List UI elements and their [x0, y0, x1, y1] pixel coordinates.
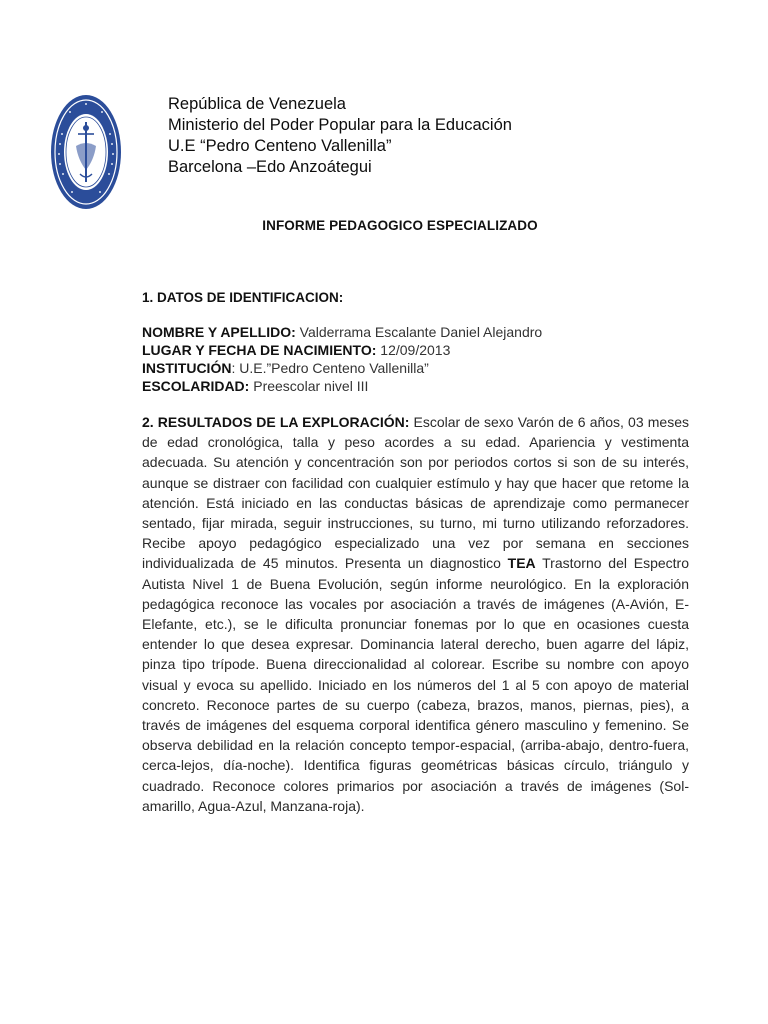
section-2-text-before: Escolar de sexo Varón de 6 años, 03 meses de edad cronológica, talla y peso acordes a su edad. Apariencia y vestimenta adecuada. Su atención y concentración son por periodos cortos si son de su interés, aunque se distraer con facilidad con cualquier estímulo y hay que hacer que retome la atención. Está iniciado en las conductas básicas de aprendizaje como permanecer sentado, fijar mirada, seguir instrucciones, su turno, mi turno utilizando reforzadores. Recibe apoyo pedagógico especializado una vez por semana en secciones individualizada de 45 minutos. Presenta un diagnostico — [142, 414, 689, 572]
field-name-value: Valderrama Escalante Daniel Alejandro — [295, 324, 543, 340]
field-name — [142, 323, 542, 341]
section-1-heading: 1. DATOS DE IDENTIFICACION: — [142, 290, 344, 305]
field-birth-label: LUGAR Y FECHA DE NACIMIENTO: — [142, 342, 377, 358]
section-2-paragraph — [142, 412, 689, 816]
field-institution — [142, 359, 542, 377]
field-birth — [142, 341, 542, 359]
document-title: INFORME PEDAGOGICO ESPECIALIZADO — [262, 218, 538, 233]
identification-fields — [142, 323, 542, 395]
field-schooling-label: ESCOLARIDAD: — [142, 378, 250, 394]
field-institution-label: INSTITUCIÓN — [142, 360, 232, 376]
section-2-heading: 2. RESULTADOS DE LA EXPLORACIÓN: — [142, 414, 410, 430]
field-name-label: NOMBRE Y APELLIDO: — [142, 324, 296, 340]
letterhead — [168, 94, 512, 178]
header-ministry: Ministerio del Poder Popular para la Educación — [168, 116, 512, 134]
field-institution-value: : U.E.”Pedro Centeno Vallenilla” — [231, 360, 429, 376]
section-2-text-after: Trastorno del Espectro Autista Nivel 1 de Buena Evolución, según informe neurológico. En la exploración pedagógica reconoce las vocales por asociación a través de imágenes (A-Avión, E-Elefante, etc.), se le dificulta pronunciar fonemas por lo que en ocasiones cuesta entender lo que desea expresar. Dominancia lateral derecho, buen agarre del lápiz, pinza tipo trípode. Buena direccionalidad al colorear. Escribe su nombre con apoyo visual y evoca su apellido. Iniciado en los números del 1 al 5 con apoyo de material concreto. Reconoce partes de su cuerpo (cabeza, brazos, manos, piernas, pies), a través de imágenes del esquema corporal identifica género masculino y femenino. Se observa debilidad en la relación concepto tempor-espacial, (arriba-abajo, dentro-fuera, cerca-lejos, día-noche). Identifica figuras geométricas básicas círculo, triángulo y cuadrado. Reconoce colores primarios por asociación a través de imágenes (Sol-amarillo, Agua-Azul, Manzana-roja). — [142, 555, 689, 814]
field-schooling-value: Preescolar nivel III — [249, 378, 369, 394]
field-birth-value: 12/09/2013 — [376, 342, 451, 358]
diagnosis-highlight: TEA — [507, 555, 536, 572]
field-schooling — [142, 377, 542, 395]
header-country: República de Venezuela — [168, 95, 346, 113]
school-seal-icon — [50, 94, 122, 210]
header-location: Barcelona –Edo Anzoátegui — [168, 158, 372, 176]
header-school: U.E “Pedro Centeno Vallenilla” — [168, 137, 392, 155]
